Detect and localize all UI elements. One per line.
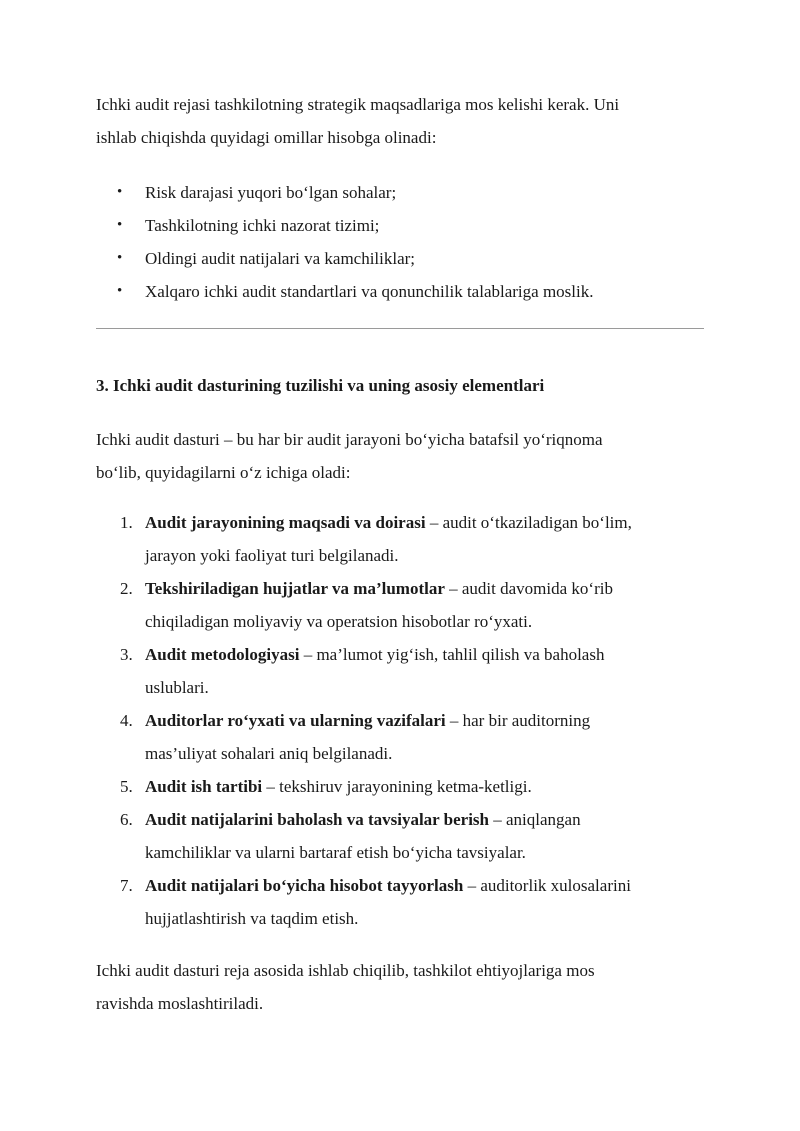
item-text: – har bir auditorning — [445, 711, 591, 730]
list-item — [96, 704, 704, 770]
list-item — [96, 242, 704, 275]
factor-text: Xalqaro ichki audit standartlari va qonunchilik talablariga moslik. — [145, 282, 594, 301]
item-title: Audit jarayonining maqsadi va doirasi — [145, 513, 426, 532]
item-text: – auditorlik xulosalarini — [463, 876, 631, 895]
elements-list — [96, 506, 704, 935]
list-item — [96, 770, 704, 803]
list-item — [96, 275, 704, 308]
item-text: – audit davomida ko‘rib — [444, 579, 613, 598]
factor-text: Risk darajasi yuqori bo‘lgan sohalar; — [145, 183, 397, 202]
item-text-continued: jarayon yoki faoliyat turi belgilanadi. — [145, 546, 399, 565]
item-text-continued: kamchiliklar va ularni bartaraf etish bo‘yicha tavsiyalar. — [145, 843, 526, 862]
item-title: Tekshiriladigan hujjatlar va ma’lumotlar — [145, 579, 445, 598]
item-title: Audit ish tartibi — [145, 777, 263, 796]
item-text: – ma’lumot yig‘ish, tahlil qilish va baholash — [299, 645, 605, 664]
item-title: Audit natijalarini baholash va tavsiyalar berish — [145, 810, 489, 829]
item-text-continued: mas’uliyat sohalari aniq belgilanadi. — [145, 744, 393, 763]
closing-paragraph — [96, 954, 704, 1020]
item-number: 4. — [120, 711, 133, 730]
intro-line-2: ishlab chiqishda quyidagi omillar hisobga olinadi: — [96, 128, 437, 147]
horizontal-divider — [96, 328, 704, 329]
closing-line-2: ravishda moslashtiriladi. — [96, 994, 264, 1013]
item-text: – audit o‘tkaziladigan bo‘lim, — [425, 513, 632, 532]
item-text-continued: chiqiladigan moliyaviy va operatsion hisobotlar ro‘yxati. — [145, 612, 533, 631]
section-intro-paragraph — [96, 423, 704, 489]
item-number: 2. — [120, 579, 133, 598]
closing-line-1: Ichki audit dasturi reja asosida ishlab chiqilib, tashkilot ehtiyojlariga mos — [96, 961, 595, 980]
item-number: 6. — [120, 810, 133, 829]
list-item — [96, 803, 704, 869]
section-heading: 3. Ichki audit dasturining tuzilishi va uning asosiy elementlari — [96, 376, 545, 395]
factor-text: Oldingi audit natijalari va kamchiliklar; — [145, 249, 416, 268]
item-title: Audit metodologiyasi — [145, 645, 300, 664]
factor-text: Tashkilotning ichki nazorat tizimi; — [145, 216, 380, 235]
item-title: Auditorlar ro‘yxati va ularning vazifalari — [145, 711, 446, 730]
list-item — [96, 176, 704, 209]
item-title: Audit natijalari bo‘yicha hisobot tayyorlash — [145, 876, 464, 895]
list-item — [96, 506, 704, 572]
item-number: 5. — [120, 777, 133, 796]
item-number: 3. — [120, 645, 133, 664]
document-page — [96, 88, 704, 1020]
item-text: – tekshiruv jarayonining ketma-ketligi. — [262, 777, 532, 796]
intro-line-1: Ichki audit rejasi tashkilotning strategik maqsadlariga mos kelishi kerak. Uni — [96, 95, 620, 114]
item-text-continued: uslublari. — [145, 678, 209, 697]
list-item — [96, 209, 704, 242]
item-number: 1. — [120, 513, 133, 532]
list-item — [96, 869, 704, 935]
item-number: 7. — [120, 876, 133, 895]
list-item — [96, 572, 704, 638]
item-text: – aniqlangan — [489, 810, 581, 829]
section-intro-line-1: Ichki audit dasturi – bu har bir audit jarayoni bo‘yicha batafsil yo‘riqnoma — [96, 430, 603, 449]
item-text-continued: hujjatlashtirish va taqdim etish. — [145, 909, 359, 928]
section-intro-line-2: bo‘lib, quyidagilarni o‘z ichiga oladi: — [96, 463, 351, 482]
intro-paragraph — [96, 88, 704, 154]
list-item — [96, 638, 704, 704]
factors-list — [96, 176, 704, 308]
